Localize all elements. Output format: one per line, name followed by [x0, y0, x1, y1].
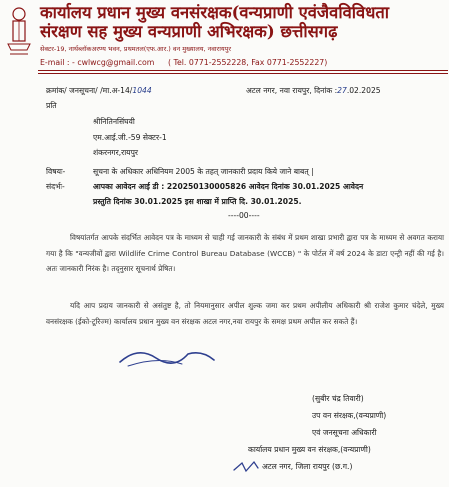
prati-label: प्रति: [46, 101, 57, 110]
signatory-office: कार्यालय प्रधान मुख्य वन संरक्षक,(वन्यप्राणी): [248, 445, 371, 454]
office-title-line2: संरक्षण सह मुख्य वन्यप्राणी अभिरक्षक) छत्तीसगढ़: [40, 22, 338, 41]
date-suffix: .02.2025: [346, 86, 381, 95]
phone-fax-text: ( Tel. 0771-2552228, Fax 0771-2552227): [168, 58, 328, 67]
signatory-designation2: एवं जनसूचना अधिकारी: [312, 428, 377, 437]
reference-line2: प्रस्तुति दिनांक 30.01.2025 इस शाखा में प्राप्ति दि. 30.01.2025.: [93, 197, 302, 206]
reference-label: संदर्भः-: [46, 182, 65, 191]
separator: ----00----: [228, 211, 260, 220]
signatory-name: (सुबीर चंद्र तिवारी): [312, 394, 364, 403]
handwritten-initial-mark: [232, 460, 260, 474]
date-handwritten-day: 27: [337, 86, 347, 95]
office-address: सेक्टर-19, नार्थब्लॉकअरण्य भवन, प्रथमतल(एफ.आर.) वन मुख्यालय, नवारायपुर: [40, 45, 232, 53]
contact-line: [40, 58, 445, 67]
subject-text: सूचना के अधिकार अधिनियम 2005 के तहत् जानकारी प्रदाय किये जाने बाबत् |: [93, 167, 314, 176]
recipient-address-line1: एम.आई.जी.-59 सेक्टर-1: [93, 133, 167, 142]
body-paragraph-2: यदि आप प्रदाय जानकारी से असंतुष्ट है, तो नियमानुसार अपील शुल्क जमा कर प्रथम अपीलीय अधिकारी श्री राजेश कुमार चंदेले, मुख्य वनसंरक्षक (ईको-टूरिज्म) कार्यालय प्रधान मुख्य वन संरक्षक अटल नगर,नवा रायपुर के समक्ष प्रथम अपील कर सकते हैं।: [46, 301, 444, 326]
reference-handwritten-number: 1044: [132, 86, 152, 95]
header-rule-top: [38, 70, 448, 71]
header-rule-bottom: [38, 73, 448, 74]
office-title-line1: कार्यालय प्रधान मुख्य वनसंरक्षक(वन्यप्राणी एवंजैवविविधता: [40, 3, 390, 22]
date-prefix: अटल नगर, नवा रायपुर, दिनांक :: [246, 86, 338, 95]
recipient-name: श्रीनितिनसिंघवी: [93, 117, 135, 126]
reference-line1: आपका आवेदन आई डी : 220250130005826 आवेदन दिनांक 30.01.2025 आवेदन: [93, 182, 364, 191]
letter-date: [246, 86, 381, 96]
handwritten-signature-mark: [118, 340, 218, 370]
reference-prefix: क्रमांक/ जनसूचना/ /मा.अ-14/: [46, 86, 133, 95]
email-text: E-mail : - cwlwcg@gmail.com: [40, 58, 155, 67]
signatory-designation1: उप वन संरक्षक,(वन्यप्राणी): [312, 411, 387, 420]
body-paragraph-1: विषयांतर्गत आपके संदर्भित आवेदन पत्र के माध्यम से चाही गई जानकारी के संबंध में प्रथम शाखा प्रभारी द्वारा पत्र के माध्यम से अवगत कराया गया है कि "वन्यजीवों द्वारा Wildlife Crime Control Bureau Database (WCCB) " के पोर्टल में वर्ष 2024 के डाटा एन्ट्री नहीं की गई है। अतः जानकारी निरंक है। तद्नुसार सूचनार्थ प्रेषित।: [46, 233, 444, 273]
state-emblem-icon: [2, 4, 36, 58]
reference-number: [46, 86, 152, 96]
signatory-place: अटल नगर, जिला रायपुर (छ.ग.): [262, 462, 353, 471]
recipient-address-line2: शंकरनगर,रायपुर: [93, 148, 139, 157]
subject-label: विषयः-: [46, 167, 66, 176]
